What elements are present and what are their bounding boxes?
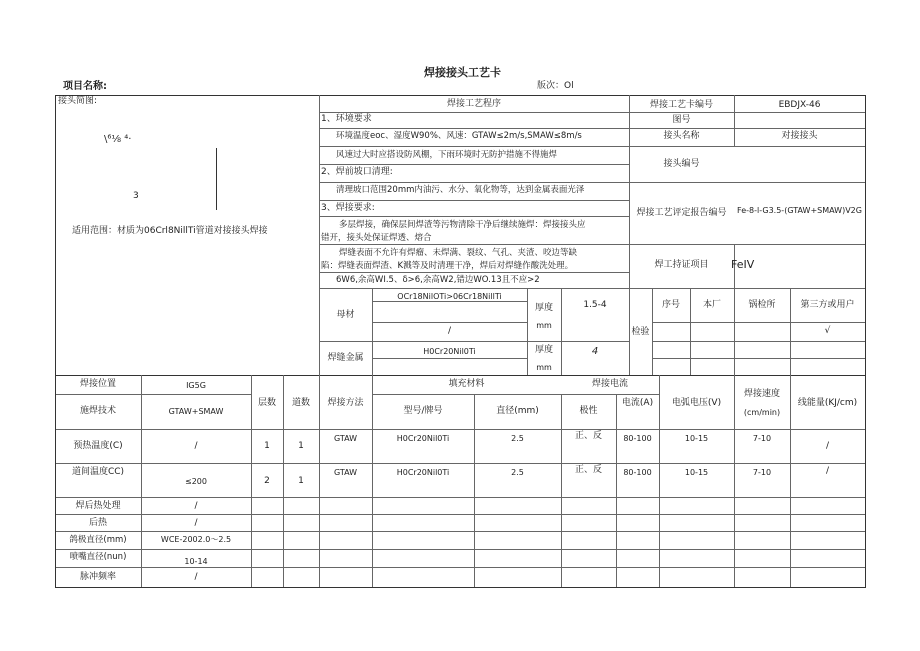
tungsten-label: 鸽极直径(mm) xyxy=(69,535,127,545)
filler-thick-value: 4 xyxy=(591,346,599,357)
position-value: IG5G xyxy=(186,381,206,390)
inspection-col-third: 第三方或用户 xyxy=(800,300,855,310)
table-row-2-voltage: 10-15 xyxy=(684,468,709,477)
env-line-2: 风速过大时应搭设防风棚，下雨环境时无防护措施不得施焊 xyxy=(336,150,558,160)
version-label: 版次：Ol xyxy=(537,81,574,91)
pqr-value: Fe-8-l-G3.5-(GTAW+SMAW)V2G xyxy=(737,206,862,215)
base-metal-value: OCr18NilOTi>06Cr18NillTi xyxy=(397,292,502,301)
preheat-label: 预热温度(C) xyxy=(73,441,123,451)
document-title: 焊接接头工艺卡 xyxy=(424,66,501,79)
postheat-label: 后热 xyxy=(88,518,107,528)
pulse-value: / xyxy=(194,572,198,582)
tech-value: GTAW+SMAW xyxy=(168,407,224,416)
weld-line-2b: 陷：焊缝表面焊渣、K溅等及时清理干净，焊后对焊缝作酸洗处理。 xyxy=(321,261,574,271)
prep-title: 2、焊前坡口清理: xyxy=(321,167,393,177)
weld-line-3: 6W6,余高WI.5、δ>6,余高W2,错边WO.13且不应>2 xyxy=(336,275,540,285)
table-row-1-model: H0Cr20Nil0Ti xyxy=(396,434,450,443)
weld-line-1b: 错开，接头处保证焊透、熔合 xyxy=(321,233,432,243)
scope-text: 适用范围：材质为06Crl8NillTi管道对接接头焊接 xyxy=(72,226,268,236)
table-row-1-polarity: 正、反 xyxy=(574,431,602,441)
weld-line-2a: 焊缝表面不允许有焊瘤、未焊满、裂纹、气孔、夹渣、咬边等缺 xyxy=(339,248,578,258)
speed-header-1: 焊接速度 xyxy=(743,389,780,399)
table-row-1-dia: 2.5 xyxy=(511,434,524,443)
method-header: 焊接方法 xyxy=(327,398,364,408)
current-header: 电流(A) xyxy=(621,398,654,408)
table-row-2-current: 80-100 xyxy=(623,468,652,477)
sketch-number: 3 xyxy=(133,191,139,201)
sketch-line xyxy=(216,148,217,210)
table-row-2-layer: 2 xyxy=(264,476,270,486)
table-row-2-heat: / xyxy=(825,466,830,476)
preheat-value: / xyxy=(194,441,198,451)
sketch-label-top: \⁶⅛ ⁴· xyxy=(104,134,132,145)
pqr-label: 焊接工艺评定报告编号 xyxy=(636,208,727,218)
joint-name-value: 对接接头 xyxy=(781,131,818,141)
model-header: 型号/牌号 xyxy=(403,406,443,416)
weld-line-1a: 多层焊接，确保层间焊渣等污物清除干净后继续施焊：焊接接头应 xyxy=(339,220,586,230)
table-row-1-method: GTAW xyxy=(333,434,358,443)
interpass-value: ≤200 xyxy=(185,477,207,486)
inspection-col-boiler: 锅检所 xyxy=(748,300,776,310)
layer-header: 层数 xyxy=(257,398,276,408)
cert-value: FeIV xyxy=(731,258,755,271)
table-row-1-current: 80-100 xyxy=(623,434,652,443)
inspection-check: √ xyxy=(824,326,831,336)
heat-header: 线能量(KJ/cm) xyxy=(797,398,858,408)
table-row-1-voltage: 10-15 xyxy=(684,434,709,443)
drawing-no-label: 图号 xyxy=(672,115,691,125)
base-metal-label: 母材 xyxy=(336,310,355,320)
table-row-2-method: GTAW xyxy=(333,468,358,477)
filler-metal-value: H0Cr20Nil0Ti xyxy=(423,347,476,356)
cert-label: 焊工持证项目 xyxy=(654,260,709,270)
sketch-heading: 接头简图: xyxy=(58,96,98,106)
table-row-2-dia: 2.5 xyxy=(511,468,524,477)
base-metal-slash: / xyxy=(447,326,452,336)
table-row-1-pass: 1 xyxy=(298,441,304,451)
nozzle-value: 10-14 xyxy=(184,557,208,566)
filler-header: 填充材料 xyxy=(448,379,485,389)
pulse-label: 脉冲频率 xyxy=(79,572,116,582)
table-row-2-pass: 1 xyxy=(298,476,304,486)
base-thick-value: 1.5-4 xyxy=(583,300,607,310)
joint-name-label: 接头名称 xyxy=(663,131,700,141)
joint-no-label: 接头编号 xyxy=(663,159,700,169)
card-no-label: 焊接工艺卡编号 xyxy=(649,100,713,110)
env-line-1: 环境温度eoc、湿度W90%、风速：GTAW≤2m/s,SMAW≤8m/s xyxy=(336,131,582,141)
position-label: 焊接位置 xyxy=(79,379,116,389)
project-label: 项目名称: xyxy=(63,81,107,92)
procedure-header: 焊接工艺程序 xyxy=(446,99,501,109)
current-group-header: 焊接电流 xyxy=(591,379,628,389)
pwht-value: / xyxy=(194,501,198,511)
filler-metal-label: 焊缝金属 xyxy=(327,353,364,363)
inspection-label: 检验 xyxy=(631,327,650,337)
interpass-label: 道间温度CC) xyxy=(71,467,125,477)
table-row-2-polarity: 正、反 xyxy=(574,465,602,475)
filler-thick-label: 厚度 xyxy=(534,345,553,355)
table-row-2-model: H0Cr20Nil0Ti xyxy=(396,468,450,477)
pass-header: 道数 xyxy=(291,398,310,408)
table-row-2-speed: 7-10 xyxy=(752,468,772,477)
table-row-1-heat: / xyxy=(825,441,830,451)
table-row-1-layer: 1 xyxy=(264,441,270,451)
table-row-1-speed: 7-10 xyxy=(752,434,772,443)
speed-header-2: (cm/min) xyxy=(743,408,781,417)
base-thick-unit: mm xyxy=(536,321,552,330)
prep-line-1: 清理坡口范围20mm内油污、水分、氧化物等，达到金属表面光泽 xyxy=(336,185,585,195)
polarity-header: 极性 xyxy=(579,406,598,416)
pwht-label: 焊后热处理 xyxy=(75,501,121,511)
filler-thick-unit: mm xyxy=(536,363,552,372)
inspection-col-no: 序号 xyxy=(661,300,680,310)
nozzle-label: 喷嘴直径(nun) xyxy=(69,552,127,562)
weld-title: 3、焊接要求: xyxy=(321,203,375,213)
card-no-value: EBDJX-46 xyxy=(778,100,821,110)
base-thick-label: 厚度 xyxy=(534,303,553,313)
postheat-value: / xyxy=(194,518,198,528)
tech-label: 施焊技术 xyxy=(79,406,116,416)
dia-header: 直径(mm) xyxy=(496,406,539,416)
env-title: 1、环境要求 xyxy=(321,114,372,124)
voltage-header: 电弧电压(V) xyxy=(671,398,722,408)
inspection-col-factory: 本厂 xyxy=(702,300,721,310)
tungsten-value: WCE-2002.0〜2.5 xyxy=(160,535,232,544)
